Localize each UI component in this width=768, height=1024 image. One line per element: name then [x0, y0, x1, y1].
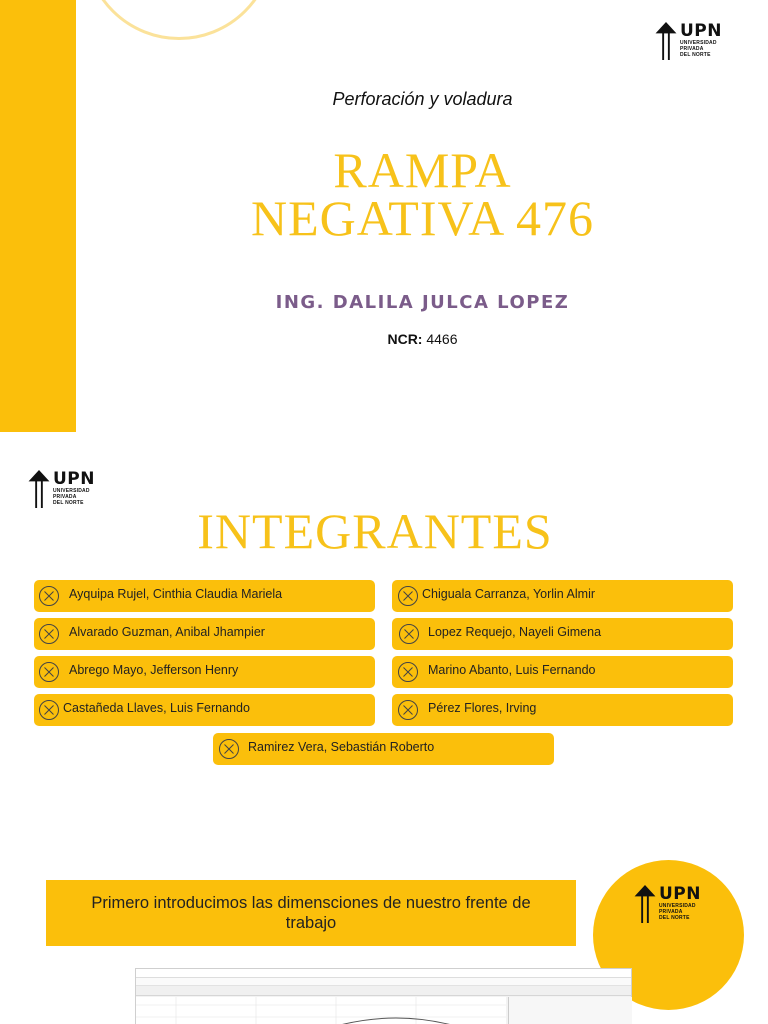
ncr-line: [0, 331, 768, 347]
logo-sub-line: DEL NORTE: [680, 52, 711, 58]
member-name: Lopez Requejo, Nayeli Gimena: [428, 625, 602, 639]
screenshot-toolbar: [136, 986, 631, 996]
circle-x-icon: [397, 661, 419, 683]
member-name: Ramirez Vera, Sebastián Roberto: [248, 740, 435, 754]
member-name: Pérez Flores, Irving: [428, 701, 537, 715]
circle-x-icon: [38, 623, 60, 645]
member-item: [392, 694, 733, 726]
logo-sub-line: DEL NORTE: [659, 915, 690, 921]
course-subject: Perforación y voladura: [332, 89, 513, 109]
logo-sub-line: PRIVADA: [53, 494, 77, 500]
screenshot-menubar: [136, 978, 631, 986]
member-name: Castañeda Llaves, Luis Fernando: [63, 701, 250, 715]
members-title: INTEGRANTES: [197, 503, 553, 559]
members-slide: [0, 446, 768, 846]
screenshot-titlebar: [136, 969, 631, 978]
ncr-value: 4466: [426, 331, 458, 347]
circle-x-icon: [38, 699, 60, 721]
procedure-slide: [0, 860, 768, 1024]
logo-upn-text: UPN: [53, 469, 95, 489]
circle-x-icon: [38, 661, 60, 683]
member-item: [34, 656, 375, 688]
title-slide: [0, 0, 768, 432]
member-item: [392, 618, 733, 650]
logo-sub-line: PRIVADA: [659, 909, 683, 915]
member-item: [34, 694, 375, 726]
title-line: NEGATIVA 476: [250, 190, 595, 246]
title-line: RAMPA: [333, 142, 512, 198]
member-item: [392, 656, 733, 688]
member-name: Alvarado Guzman, Anibal Jhampier: [69, 625, 265, 639]
member-name: Ayquipa Rujel, Cinthia Claudia Mariela: [69, 587, 283, 601]
slide-title: [0, 142, 768, 246]
drift-outline-graphic: [136, 997, 506, 1024]
logo-upn-text: UPN: [680, 21, 722, 41]
member-item: [34, 580, 375, 612]
logo-sub-line: UNIVERSIDAD: [53, 488, 90, 494]
member-item: [213, 733, 554, 765]
logo-sub-line: DEL NORTE: [53, 500, 84, 506]
circle-x-icon: [397, 699, 419, 721]
circle-x-icon: [38, 585, 60, 607]
ncr-label: NCR:: [387, 331, 423, 347]
upn-arrow-icon: [655, 22, 677, 60]
upn-arrow-icon: [634, 885, 656, 923]
member-item: [392, 580, 733, 612]
circle-x-icon: [218, 738, 240, 760]
screenshot-canvas: [136, 997, 506, 1024]
member-name: Chiguala Carranza, Yorlin Almir: [422, 587, 596, 601]
logo-sub-line: UNIVERSIDAD: [680, 40, 717, 46]
upn-logo: [655, 22, 722, 60]
member-name: Marino Abanto, Luis Fernando: [428, 663, 596, 677]
member-item: [34, 618, 375, 650]
circle-x-icon: [398, 623, 420, 645]
member-name: Abrego Mayo, Jefferson Henry: [69, 663, 239, 677]
screenshot-side-panel: [508, 997, 632, 1024]
teacher-name: ING. DALILA JULCA LOPEZ: [275, 292, 570, 313]
instruction-text: Primero introducimos las dimensciones de nuestro frente de trabajo: [91, 894, 531, 932]
decorative-arc: [84, 0, 274, 40]
logo-upn-text: UPN: [659, 884, 701, 904]
software-screenshot: [135, 968, 632, 1024]
logo-sub-line: UNIVERSIDAD: [659, 903, 696, 909]
instruction-banner: [46, 880, 576, 946]
upn-logo: [634, 885, 701, 923]
logo-sub-line: PRIVADA: [680, 46, 704, 52]
circle-x-icon: [397, 585, 419, 607]
